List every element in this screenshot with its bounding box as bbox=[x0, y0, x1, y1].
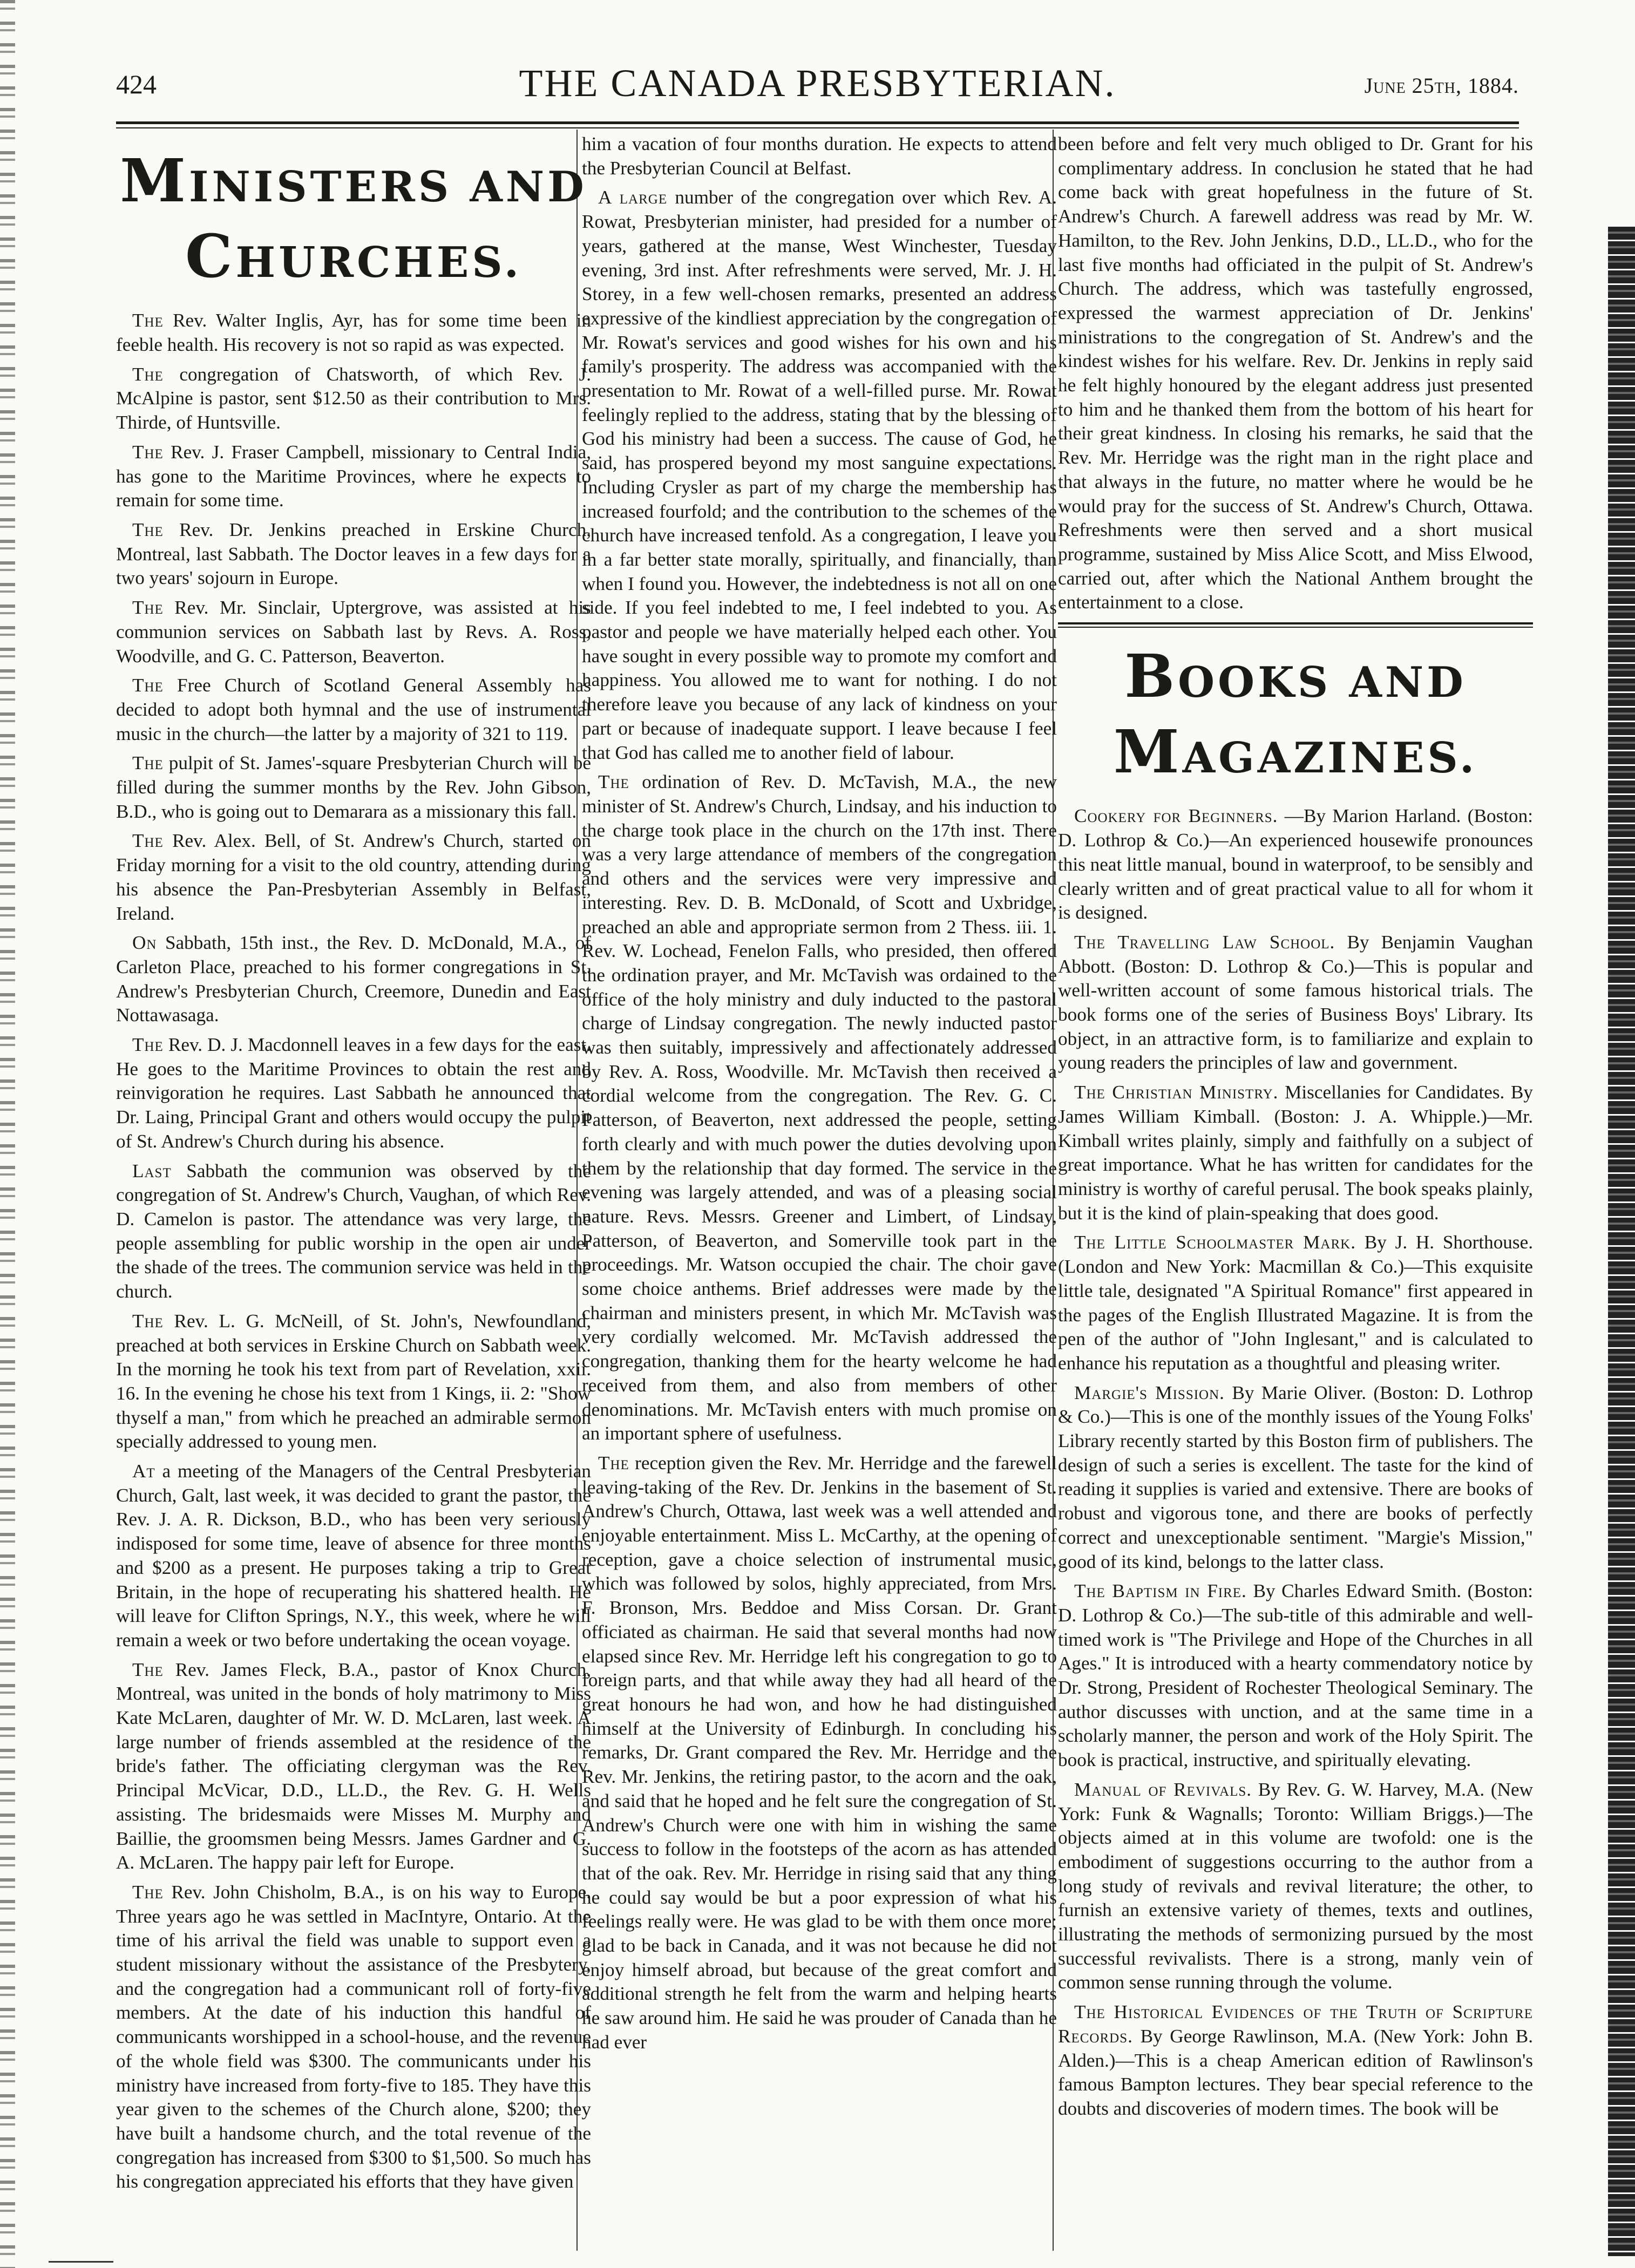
news-item bbox=[116, 674, 591, 746]
news-item bbox=[116, 1459, 591, 1653]
book-review-lead: The Little Schoolmaster Mark. bbox=[1074, 1232, 1356, 1253]
book-review-text: Miscellanies for Candidates. By James William Kimball. (Boston: J. A. Whipple.)—Mr. Kimball writes plainly, simply and faithfully on a subject of great importance. What he has written for candidates for the ministry is worthy of careful perusal. The book speaks plainly, but it is the kind of plain-speaking that does good. bbox=[1058, 1082, 1533, 1224]
book-review-lead: Manual of Revivals. bbox=[1074, 1778, 1252, 1800]
news-item-text: Sabbath, 15th inst., the Rev. D. McDonald, M.A., of Carleton Place, preached to his former congregations in St. Andrew's Presbyterian Church, Creemore, Dunedin and East Nottawasaga. bbox=[116, 932, 591, 1026]
ministers-items-continued bbox=[1058, 132, 1533, 615]
masthead-title: THE CANADA PRESBYTERIAN. bbox=[519, 62, 1116, 105]
book-review bbox=[1058, 804, 1533, 925]
news-item-text: Rev. Dr. Jenkins preached in Erskine Church, Montreal, last Sabbath. The Doctor leaves in a few days for a two years' sojourn in Europe. bbox=[116, 519, 591, 589]
news-item-text: Rev. Walter Inglis, Ayr, has for some time been in feeble health. His recovery is not so rapid as was expected. bbox=[116, 310, 591, 356]
page-number: 424 bbox=[116, 69, 157, 99]
news-item-lead: The bbox=[132, 752, 164, 774]
news-item bbox=[116, 751, 591, 824]
news-item-lead: The bbox=[598, 1452, 629, 1473]
news-item-text: a meeting of the Managers of the Central Presbyterian Church, Galt, last week, it was decided to grant the pastor, the Rev. J. A. R. Dickson, B.D., who has been very seriously indisposed for some time, leave of absence for three months and $200 as a present. He purposes taking a trip to Great Britain, in the hope of recuperating his shattered health. He will leave for Clifton Springs, N.Y., this week, where he will remain a week or two before undertaking the ocean voyage. bbox=[116, 1461, 591, 1651]
news-item-lead: On bbox=[132, 932, 157, 954]
news-item bbox=[116, 518, 591, 590]
news-item-lead: The bbox=[132, 1659, 164, 1680]
news-item bbox=[116, 1033, 591, 1154]
news-item-text: number of the congregation over which Rev. A. Rowat, Presbyterian minister, had presided for a number of years, gathered at the manse, West Winchester, Tuesday evening, 3rd inst. After refreshments were served, Mr. J. H. Storey, in a few well-chosen remarks, presented an address expressive of the kindliest appreciation by the congregation of Mr. Rowat's services and good wishes for his own and his family's prosperity. The address was accompanied with the presentation to Mr. Rowat of a well-filled purse. Mr. Rowat feelingly replied to the address, stating that by the blessing of God his ministry had been a success. The cause of God, he said, has prospered beyond my most sanguine expectations. Including Crysler as part of my charge the membership has increased fourfold; and the contribution to the schemes of the church have increased tenfold. As a congregation, I leave you in a far better state morally, spiritually, and financially, than when I found you. However, the indebtedness is not all on one side. If you feel indebted to me, I feel indebted to you. As pastor and people we have materially helped each other. You have sought in every possible way to promote my comfort and happiness. You allowed me to want for nothing. I do not therefore leave you because of any lack of kindness on your part or because of inadequate support. I leave because I feel that God has called me to another field of labour. bbox=[582, 187, 1057, 763]
news-item-text: Rev. J. Fraser Campbell, missionary to Central India, has gone to the Maritime Provinces, where he expects to remain for some time. bbox=[116, 441, 591, 511]
header-rule bbox=[116, 121, 1519, 124]
news-item-lead: The bbox=[132, 441, 164, 463]
book-review-text: By Marie Oliver. (Boston: D. Lothrop & Co.)—This is one of the monthly issues of the Young Folks' Library recently started by this Boston firm of publishers. The design of such a series is excellent. The taste for the kind of reading it supplies is varied and extensive. There are books of robust and vigorous tone, and there are books of perfectly correct and unexceptionable sentiment. "Margie's Mission," good of its kind, belongs to the latter class. bbox=[1058, 1382, 1533, 1572]
news-item-lead: Last bbox=[132, 1160, 172, 1181]
book-review-lead: Margie's Mission. bbox=[1074, 1382, 1225, 1403]
news-item-lead: The bbox=[132, 519, 164, 540]
book-review-text: By George Rawlinson, M.A. (New York: John B. Alden.)—This is a cheap American edition of Rawlinson's famous Bampton lectures. They bear special reference to the doubts and discoveries of modern times. The book will be bbox=[1058, 2025, 1533, 2119]
book-reviews bbox=[1058, 804, 1533, 2121]
news-item bbox=[116, 363, 591, 435]
book-review-text: By J. H. Shorthouse. (London and New York: Macmillan & Co.)—This exquisite little tale, designated "A Spiritual Romance" first appeared in the pages of the English Illustrated Magazine. It is from the pen of the author of "John Inglesant," and is calculated to enhance his reputation as a thoughtful and pleasing writer. bbox=[1058, 1232, 1533, 1374]
news-item-lead: The bbox=[132, 597, 164, 619]
news-item bbox=[116, 1159, 591, 1304]
news-item bbox=[116, 829, 591, 926]
book-review bbox=[1058, 1778, 1533, 1995]
news-item-text: reception given the Rev. Mr. Herridge and the farewell leaving-taking of the Rev. Dr. Jenkins in the basement of St. Andrew's Church, Ottawa, last week was a well attended and enjoyable entertainment. Miss L. McCarthy, at the opening of reception, gave a choice selection of instrumental music, which was followed by solos, highly appreciated, from Mrs. F. Bronson, Mrs. Beddoe and Miss Corsan. Dr. Grant officiated as chairman. He said that several months had now elapsed since Rev. Mr. Herridge left his congregation to go to foreign parts, and that while away they had all heard of the great honours he had won, and how he had distinguished himself at the University of Edinburgh. In concluding his remarks, Dr. Grant compared the Rev. Mr. Herridge and the Rev. Mr. Jenkins, the retiring pastor, to the acorn and the oak, and said that he hoped and he felt sure the congregation of St. Andrew's Church were one with him in wishing the same success to follow in the footsteps of the acorn as has attended that of the oak. Rev. Mr. Herridge in rising said that any thing he could say would be but a poor expression of what his feelings really were. He was glad to be with them once more; glad to be back in Canada, and it was not because he did not enjoy himself abroad, but because of the great comfort and additional strength he felt from the warm and helping hearts he saw around him. He said he was prouder of Canada than he had ever bbox=[582, 1452, 1057, 2053]
book-review-lead: The Travelling Law School. bbox=[1074, 931, 1335, 953]
news-item-lead: The bbox=[598, 771, 629, 793]
book-review bbox=[1058, 931, 1533, 1075]
news-item-lead: At bbox=[132, 1461, 155, 1482]
news-item-text: pulpit of St. James'-square Presbyterian Church will be filled during the summer months by the Rev. John Gibson, B.D., who is going out to Demarara as a missionary this fall. bbox=[116, 752, 591, 822]
news-item bbox=[582, 1451, 1057, 2055]
news-item bbox=[116, 1880, 591, 2194]
news-item-lead: The bbox=[132, 1034, 164, 1056]
news-item-lead: A large bbox=[598, 187, 668, 208]
ministers-items bbox=[116, 309, 591, 2194]
news-item-lead: The bbox=[132, 363, 164, 385]
news-item bbox=[116, 1658, 591, 1875]
news-item bbox=[116, 1309, 591, 1454]
section-rule bbox=[1058, 622, 1533, 624]
column-2 bbox=[582, 132, 1057, 2248]
book-review-text: By Benjamin Vaughan Abbott. (Boston: D. Lothrop & Co.)—This is popular and well-written account of some famous historical trials. The book forms one of the series of Business Boys' Library. Its object, in an attractive form, is to familiarize and explain to young readers the principles of law and government. bbox=[1058, 931, 1533, 1074]
news-item-lead: The bbox=[132, 310, 164, 331]
book-review bbox=[1058, 2000, 1533, 2121]
news-item-text: Rev. L. G. McNeill, of St. John's, Newfoundland, preached at both services in Erskine Church on Sabbath week. In the morning he took his text from part of Revelation, xxii. 16. In the evening he chose his text from 1 Kings, ii. 2: "Show thyself a man," from which he preached an admirable sermon specially addressed to young men. bbox=[116, 1310, 591, 1452]
news-item bbox=[116, 596, 591, 668]
book-review bbox=[1058, 1081, 1533, 1225]
news-item-text: Sabbath the communion was observed by the congregation of St. Andrew's Church, Vaughan, of which Rev. D. Camelon is pastor. The attendance was very large, the people assembling for public worship in the open air under the shade of the trees. The communion service was held in the church. bbox=[116, 1160, 591, 1302]
book-review-lead: Cookery for Beginners. bbox=[1074, 805, 1278, 827]
news-item-text: been before and felt very much obliged to Dr. Grant for his complimentary address. In conclusion he stated that he had come back with great hopefulness in the future of St. Andrew's Church. A farewell address was read by Mr. W. Hamilton, to the Rev. John Jenkins, D.D., LL.D., who for the last five months had officiated in the pulpit of St. Andrew's Church. The address, which was tastefully engrossed, expressed the warmest appreciation of Dr. Jenkins' ministrations to the congregation of St. Andrew's and the kindest wishes for his welfare. Rev. Dr. Jenkins in reply said he felt highly honoured by the elegant address just presented to him and he thanked them from the bottom of his heart for their great kindness. In closing his remarks, he said that the Rev. Mr. Herridge was the right man in the right place and that always in the future, no matter where he would be he would pray for the success of St. Andrew's Church, Ottawa. Refreshments were then served and a short musical programme, sustained by Miss Alice Scott, and Miss Elwood, carried out, after which the National Anthem brought the entertainment to a close. bbox=[1058, 133, 1533, 613]
ministers-items-continued bbox=[582, 132, 1057, 2055]
news-item-text: congregation of Chatsworth, of which Rev. J. McAlpine is pastor, sent $12.50 as their contribution to Mrs. Thirde, of Huntsville. bbox=[116, 363, 591, 433]
book-review-lead: The Baptism in Fire. bbox=[1074, 1580, 1247, 1602]
news-item bbox=[582, 186, 1057, 765]
book-review bbox=[1058, 1579, 1533, 1773]
news-item bbox=[116, 440, 591, 513]
news-item-lead: The bbox=[132, 830, 164, 852]
page-header bbox=[116, 57, 1519, 121]
book-review-lead: The Christian Ministry. bbox=[1074, 1082, 1279, 1103]
news-item bbox=[1058, 132, 1533, 615]
news-item-lead: The bbox=[132, 1310, 164, 1332]
news-item-text: Free Church of Scotland General Assembly has decided to adopt both hymnal and the use of instrumental music in the church—the latter by a majority of 321 to 119. bbox=[116, 675, 591, 744]
news-item-text: ordination of Rev. D. McTavish, M.A., the new minister of St. Andrew's Church, Lindsay, and his induction to the charge took place in the church on the 17th inst. There was a very large attendance of members of the congregation and others and the services were very impressive and interesting. Rev. D. B. McDonald, of Scott and Uxbridge, preached an able and appropriate sermon from 2 Thess. iii. 1. Rev. W. Lochead, Fenelon Falls, who presided, then offered the ordination prayer, and Mr. McTavish was ordained to the office of the holy ministry and duly inducted to the pastoral charge of Lindsay congregation. The newly inducted pastor was then suitably, impressively and affectionately addressed by Rev. A. Ross, Woodville. Mr. McTavish then received a cordial welcome from the congregation. The Rev. G. C. Patterson, of Beaverton, next addressed the people, setting forth clearly and with much power the duties devolving upon them by the relationship that day formed. The service in the evening was largely attended, and was of a pleasing social nature. Revs. Messrs. Greener and Limbert, of Lindsay, Patterson, of Beaverton, and Somerville took part in the proceedings. Mr. Watson occupied the chair. The choir gave some choice anthems. Brief addresses were made by the chairman and ministers present, in which Mr. McTavish was very cordially welcomed. Mr. McTavish addressed the congregation, thanking them for the hearty welcome he had received from them, and also from members of other denominations. Mr. McTavish enters with much promise on an important sphere of usefulness. bbox=[582, 771, 1057, 1444]
scan-mark bbox=[49, 2261, 113, 2263]
news-item bbox=[116, 309, 591, 357]
column-1 bbox=[116, 132, 591, 2248]
scan-edge-right bbox=[1608, 227, 1635, 2256]
book-review-text: —By Marion Harland. (Boston: D. Lothrop & Co.)—An experienced housewife pronounces this neat little manual, bound in waterproof, to be sensibly and clearly written and of great practical value to all for whom it is designed. bbox=[1058, 805, 1533, 924]
book-review-text: By Rev. G. W. Harvey, M.A. (New York: Funk & Wagnalls; Toronto: William Briggs.)—The objects aimed at in this volume are twofold: one is the embodiment of suggestions occurring to the author from a long study of revivals and revival literature; the other, to furnish an extensive variety of themes, texts and outlines, illustrating the methods of sermonizing pursued by the most successful revivalists. There is a strong, manly vein of common sense running through the volume. bbox=[1058, 1778, 1533, 1993]
header-rule-thin bbox=[116, 127, 1519, 128]
news-item-text: Rev. Mr. Sinclair, Uptergrove, was assisted at his communion services on Sabbath last by Revs. A. Ross, Woodville, and G. C. Patterson, Beaverton. bbox=[116, 597, 591, 667]
news-item-text: Rev. Alex. Bell, of St. Andrew's Church, started on Friday morning for a visit to the old country, attending during his absence the Pan-Presbyterian Assembly in Belfast, Ireland. bbox=[116, 830, 591, 924]
book-review-text: By Charles Edward Smith. (Boston: D. Lothrop & Co.)—The sub-title of this admirable and well-timed work is "The Privilege and Hope of the Churches in all Ages." It is introduced with a hearty commendatory notice by Dr. Strong, President of Rochester Theological Seminary. The author discusses with unction, and at the same time in a scholarly manner, the person and work of the Holy Spirit. The book is practical, instructive, and spiritually elevating. bbox=[1058, 1580, 1533, 1771]
news-item-lead: The bbox=[132, 1881, 164, 1903]
book-review bbox=[1058, 1231, 1533, 1375]
news-item-text: him a vacation of four months duration. He expects to attend the Presbyterian Council at Belfast. bbox=[582, 133, 1057, 179]
news-item bbox=[582, 132, 1057, 180]
news-item-text: Rev. D. J. Macdonnell leaves in a few days for the east. He goes to the Maritime Provinces to obtain the rest and reinvigoration he requires. Last Sabbath he announced that Dr. Laing, Principal Grant and others would occupy the pulpit of St. Andrew's Church during his absence. bbox=[116, 1034, 591, 1152]
news-item bbox=[582, 770, 1057, 1446]
news-item bbox=[116, 931, 591, 1028]
column-3 bbox=[1058, 132, 1533, 2248]
news-item-text: Rev. James Fleck, B.A., pastor of Knox Church, Montreal, was united in the bonds of holy matrimony to Miss Kate McLaren, daughter of Mr. W. D. McLaren, last week. A large number of friends assembled at the residence of the bride's father. The officiating clergyman was the Rev. Principal McVicar, D.D., LL.D., the Rev. G. H. Wells assisting. The bridesmaids were Misses M. Murphy and Baillie, the groomsmen being Messrs. James Gardner and G. A. McLaren. The happy pair left for Europe. bbox=[116, 1659, 591, 1873]
issue-date: June 25th, 1884. bbox=[1364, 73, 1519, 98]
section-heading-ministers: MINISTERS AND CHURCHES. bbox=[120, 146, 587, 291]
scan-edge-left bbox=[0, 0, 15, 2268]
news-item-lead: The bbox=[132, 675, 164, 696]
book-review bbox=[1058, 1381, 1533, 1574]
section-heading-books: BOOKS AND MAGAZINES. bbox=[1113, 641, 1478, 786]
news-item-text: Rev. John Chisholm, B.A., is on his way to Europe. Three years ago he was settled in MacIntyre, Ontario. At the time of his arrival the field was unable to support even a student missionary without the assistance of the Presbytery, and the congregation had a communicant roll of forty-five members. At the date of his induction this handful of communicants worshipped in a school-house, and the revenue of the whole field was $300. The communicants under his ministry have increased from forty-five to 185. They have this year given to the schemes of the Church alone, $200; they have built a handsome church, and the total revenue of the congregation has increased from $300 to $1,500. So much has his congregation appreciated his efforts that they have given bbox=[116, 1881, 591, 2192]
section-rule-thin bbox=[1058, 627, 1533, 628]
book-review-lead: The Historical Evidences of the Truth of Scripture Records. bbox=[1058, 2001, 1533, 2047]
